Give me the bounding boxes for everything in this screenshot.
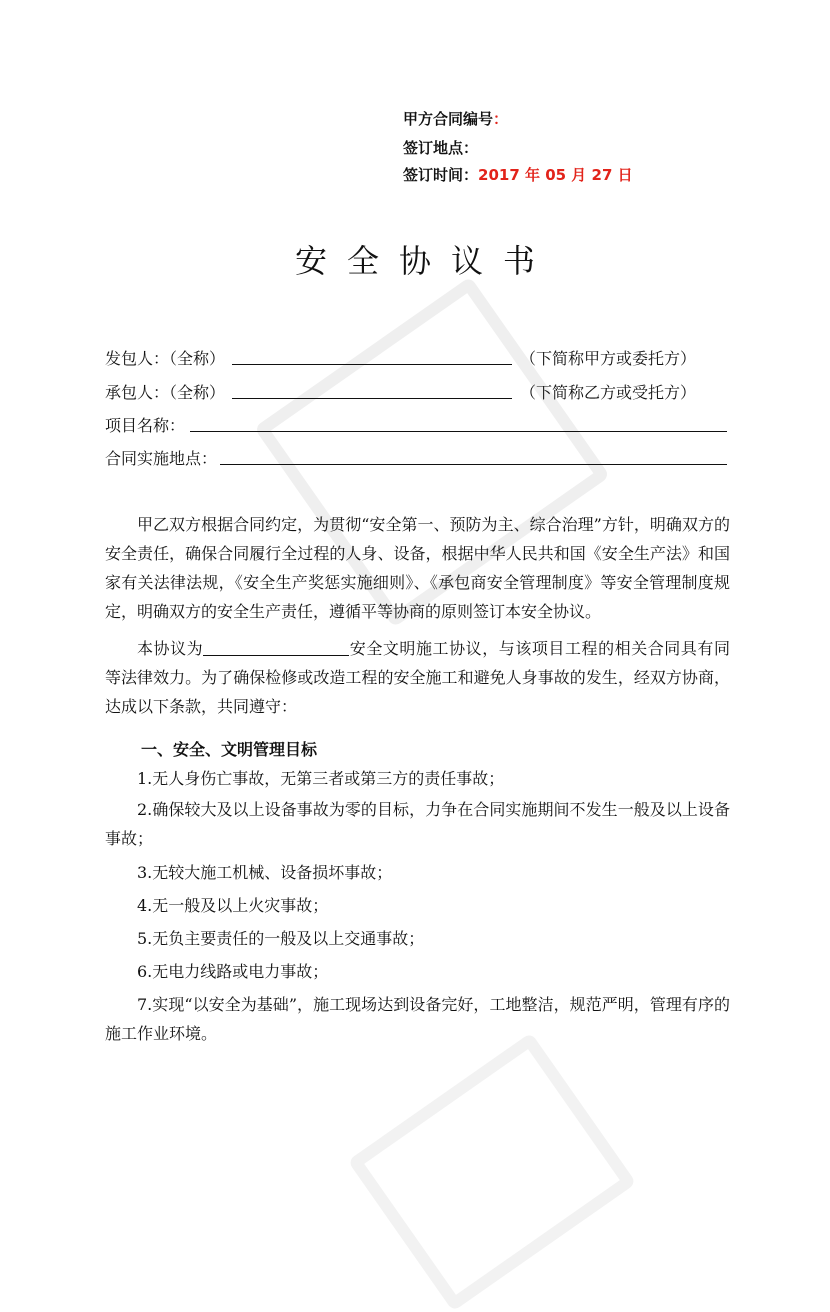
contract-number-label: 甲方合同编号 [403, 110, 494, 128]
project-name-label: 项目名称： [105, 416, 186, 435]
sign-time-line [403, 164, 633, 185]
contractee-blank[interactable] [232, 398, 512, 399]
goal-item: 3.无较大施工机械、设备损坏事故； [137, 863, 393, 882]
contract-number-colon: ： [493, 110, 509, 128]
sign-place-label: 签订地点： [403, 139, 479, 157]
contract-number-line [403, 108, 508, 129]
goal-item: 1.无人身伤亡事故，无第三者或第三方的责任事故； [137, 769, 505, 788]
sign-time-value: 2017 年 05 月 27 日 [478, 166, 633, 184]
contractor-note: （下简称甲方或委托方） [520, 349, 697, 368]
goal-item: 5.无负主要责任的一般及以上交通事故； [137, 929, 425, 948]
location-label: 合同实施地点： [105, 449, 218, 468]
contractee-note: （下简称乙方或受托方） [520, 383, 697, 402]
goal-item: 2.确保较大及以上设备事故为零的目标，力争在合同实施期间不发生一般及以上设备事故； [105, 800, 730, 848]
project-name-blank[interactable] [190, 431, 727, 432]
agreement-type-blank[interactable] [203, 639, 349, 656]
goal-item: 7.实现“以安全为基础”，施工现场达到设备完好，工地整洁，规范严明，管理有序的施工作业环境。 [105, 995, 730, 1043]
contractor-blank[interactable] [232, 364, 512, 365]
contractor-label: 发包人：（全称） [105, 349, 226, 368]
goal-item: 6.无电力线路或电力事故； [137, 962, 329, 981]
agreement-paragraph [105, 634, 730, 721]
document-title: 安全协议书 [294, 242, 555, 280]
section-1-title: 一、安全、文明管理目标 [141, 740, 318, 759]
agreement-prefix: 本协议为 [137, 639, 204, 658]
contractee-label: 承包人：（全称） [105, 383, 226, 402]
sign-time-label: 签订时间： [403, 166, 479, 184]
intro-paragraph: 甲乙双方根据合同约定，为贯彻“安全第一、预防为主、综合治理”方针，明确双方的安全责任，确保合同履行全过程的人身、设备，根据中华人民共和国《安全生产法》和国家有关法律法规，《安全生产奖惩实施细则》、《承包商安全管理制度》等安全管理制度规定，明确双方的安全生产责任，遵循平等协商的原则签订本安全协议。 [105, 515, 730, 621]
location-blank[interactable] [220, 464, 727, 465]
watermark-stamp-bottom [347, 1032, 636, 1311]
goal-item: 4.无一般及以上火灾事故； [137, 896, 329, 915]
agreement-suffix: 安全文明施工协议，与该项目工程的相关合同具有同等法律效力。为了确保检修或改造工程的安全施工和避免人身事故的发生，经双方协商，达成以下条款，共同遵守： [105, 639, 730, 716]
